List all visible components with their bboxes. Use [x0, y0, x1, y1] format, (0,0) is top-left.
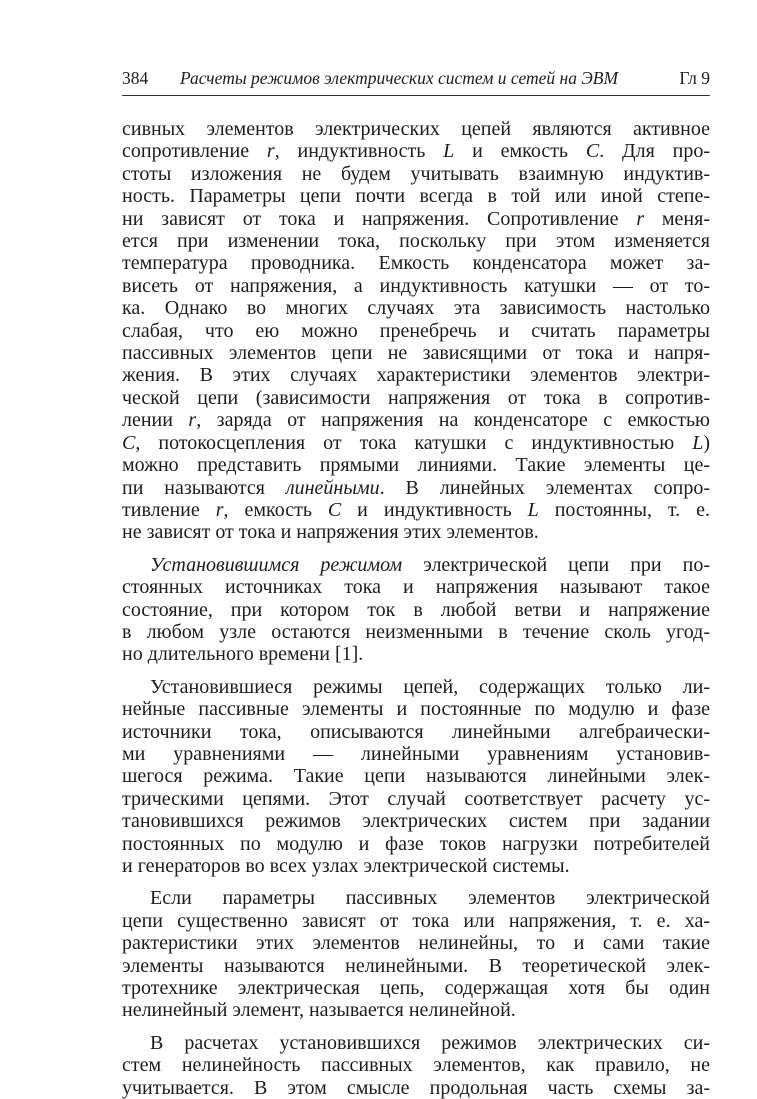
header-rule [122, 95, 710, 96]
paragraph [122, 887, 710, 1021]
text-run: тивление [122, 498, 216, 521]
text-run: нелинейный элемент, называется нелинейной. [122, 999, 516, 1022]
text-line [122, 855, 710, 877]
text-run: Если параметры пассивных элементов электрической [150, 887, 710, 910]
page-header [122, 64, 710, 92]
text-run: шегося режима. Такие цепи называются линейными элек- [122, 765, 710, 788]
text-run: температура проводника. Емкость конденсатора может за- [122, 252, 710, 275]
text-run: учитывается. В этом смысле продольная часть схемы за- [122, 1076, 710, 1099]
text-run: В расчетах установившихся режимов электрических си- [150, 1031, 710, 1054]
text-run: и генераторов во всех узлах электрической системы. [122, 855, 570, 877]
text-run: , потокосцепления от тока катушки с индуктивностью [135, 431, 693, 454]
text-line [122, 955, 710, 977]
text-line [122, 788, 710, 810]
text-run: лении [122, 409, 189, 432]
text-run: стем нелинейность пассивных элементов, как правило, не [122, 1054, 710, 1077]
text-run: и индуктивность [341, 498, 528, 521]
text-run: меня- [644, 207, 710, 230]
text-line [122, 118, 710, 140]
text-run: пи называются [122, 476, 286, 499]
text-run: электрической цепи при по- [402, 553, 710, 576]
text-run: , заряда от напряжения на конденсаторе с емкостью [196, 409, 711, 432]
text-line [122, 521, 710, 543]
text-line [122, 1032, 710, 1054]
chapter-reference: Гл 9 [679, 68, 710, 88]
italic-text: C [327, 498, 342, 521]
text-run: слабая, что ею можно пренебречь и считать параметры [122, 319, 710, 342]
paragraph [122, 676, 710, 878]
text-line [122, 621, 710, 643]
text-line [122, 140, 710, 162]
text-line [122, 599, 710, 621]
italic-text: Установившимся режимом [150, 553, 403, 576]
text-run: трическими цепями. Этот случай соответствует расчету ус- [122, 787, 710, 810]
text-line [122, 320, 710, 342]
text-run: но длительного времени [1]. [122, 643, 364, 666]
italic-text: C [122, 431, 136, 454]
text-line [122, 833, 710, 855]
text-run: ется при изменении тока, поскольку при этом изменяется [122, 230, 710, 253]
text-run: элементы называются нелинейными. В теоретической элек- [122, 954, 710, 977]
text-line [122, 185, 710, 207]
text-line [122, 721, 710, 743]
text-line [122, 364, 710, 386]
text-line [122, 454, 710, 476]
text-line [122, 1077, 710, 1099]
text-line [122, 275, 710, 297]
text-run: постоянных по модулю и фазе токов нагрузки потребителей [122, 832, 710, 855]
text-line [122, 743, 710, 765]
italic-text: L [692, 431, 704, 454]
running-title: Расчеты режимов электрических систем и сетей на ЭВМ [180, 68, 619, 88]
text-line [122, 999, 710, 1021]
text-run: рактеристики этих элементов нелинейны, то и сами такие [122, 932, 710, 955]
text-line [122, 499, 710, 521]
text-line [122, 252, 710, 274]
text-line [122, 576, 710, 598]
text-line [122, 1054, 710, 1076]
text-line [122, 409, 710, 431]
paragraph [122, 554, 710, 666]
text-line [122, 297, 710, 319]
text-line [122, 163, 710, 185]
text-line [122, 230, 710, 252]
text-run: сопротивление [122, 140, 267, 163]
text-run: Установившиеся режимы цепей, содержащих только ли- [150, 675, 710, 698]
paragraph [122, 118, 710, 544]
italic-text: L [527, 498, 539, 521]
text-line [122, 554, 710, 576]
italic-text: r [215, 498, 224, 521]
text-run: ка. Однако во многих случаях эта зависимость настолько [122, 297, 710, 320]
italic-text: линейными [285, 476, 380, 499]
italic-text: r [636, 207, 645, 230]
text-line [122, 887, 710, 909]
text-run: тротехнике электрическая цепь, содержащая хотя бы один [122, 977, 710, 1000]
text-run: . Для про- [599, 140, 710, 163]
italic-text: r [188, 409, 197, 432]
text-run: цепи существенно зависят от тока или напряжения, т. е. ха- [122, 909, 710, 932]
text-line [122, 698, 710, 720]
text-line [122, 432, 710, 454]
text-line [122, 387, 710, 409]
text-run: состояние, при котором ток в любой ветви и напряжение [122, 598, 710, 621]
text-line [122, 765, 710, 787]
text-run: ни зависят от тока и напряжения. Сопротивление [122, 207, 637, 230]
text-run: в любом узле остаются неизменными в течение сколь угод- [122, 620, 710, 643]
text-run: . В линейных элементах сопро- [379, 476, 710, 499]
text-line [122, 676, 710, 698]
text-line [122, 643, 710, 665]
body-text [122, 118, 710, 1099]
text-line [122, 810, 710, 832]
text-run: ность. Параметры цепи почти всегда в той или иной степе- [122, 185, 710, 208]
text-run: тановившихся режимов электрических систем при задании [122, 810, 710, 833]
text-run: жения. В этих случаях характеристики элементов электри- [122, 364, 710, 387]
italic-text: r [266, 140, 275, 163]
italic-text: C [585, 140, 600, 163]
text-run: и емкость [454, 140, 586, 163]
text-line [122, 977, 710, 999]
text-run: ми уравнениями — линейными уравнениям установив- [122, 742, 710, 765]
text-run: ) [703, 431, 710, 454]
text-run: можно представить прямыми линиями. Такие элементы це- [122, 454, 710, 477]
text-run: стоянных источниках тока и напряжения называют такое [122, 576, 710, 599]
paragraph [122, 1032, 710, 1099]
text-run: стоты изложения не будем учитывать взаимную индуктив- [122, 162, 710, 185]
text-line [122, 208, 710, 230]
text-line [122, 910, 710, 932]
text-run: не зависят от тока и напряжения этих элементов. [122, 521, 539, 544]
text-run: источники тока, описываются линейными алгебраически- [122, 720, 710, 743]
text-line [122, 477, 710, 499]
text-run: сивных элементов электрических цепей являются активное [122, 118, 710, 140]
text-line [122, 342, 710, 364]
text-run: нейные пассивные элементы и постоянные по модулю и фазе [122, 698, 710, 721]
text-run: , емкость [223, 498, 328, 521]
text-run: пассивных элементов цепи не зависящими от тока и напря- [122, 342, 710, 365]
text-run: ческой цепи (зависимости напряжения от тока в сопротив- [122, 386, 710, 409]
text-run: висеть от напряжения, а индуктивность катушки — от то- [122, 274, 710, 297]
text-line [122, 932, 710, 954]
italic-text: L [443, 140, 455, 163]
page-number: 384 [122, 68, 149, 88]
text-run: , индуктивность [274, 140, 444, 163]
text-run: постоянны, т. е. [538, 498, 710, 521]
